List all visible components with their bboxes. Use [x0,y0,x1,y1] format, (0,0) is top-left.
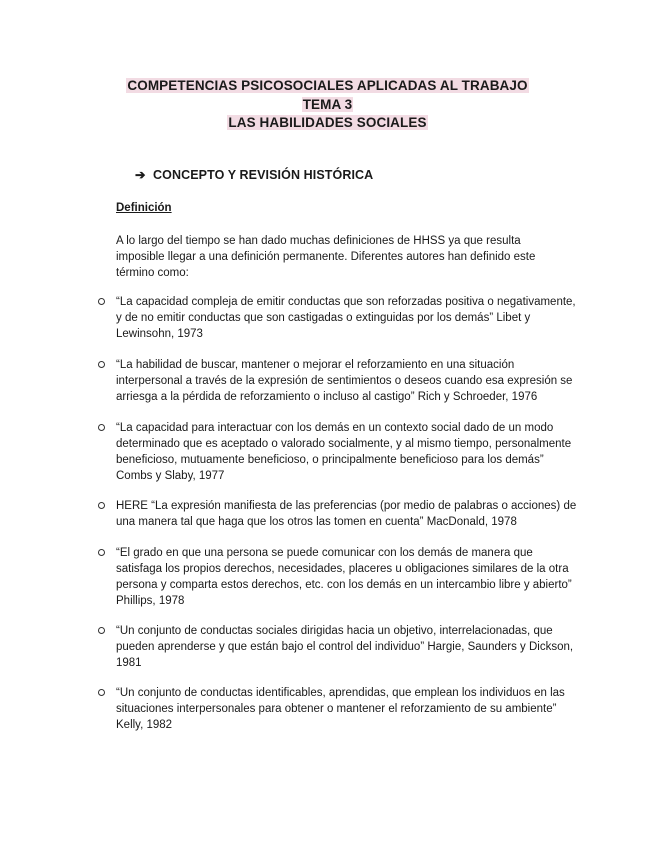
hollow-circle-bullet-icon [98,627,105,634]
hollow-circle-bullet-icon [98,298,105,305]
title-line-topic: LAS HABILIDADES SOCIALES [228,115,427,130]
intro-paragraph: A lo largo del tiempo se han dado muchas definiciones de HHSS ya que resulta imposible llegar a una definición permanente. Diferentes autores han definido este término como: [116,235,536,279]
hollow-circle-bullet-icon [98,502,105,509]
definition-text: “El grado en que una persona se puede comunicar con los demás de manera que satisfaga los propios derechos, necesidades, placeres u obligaciones similares de la otra persona y comparta estos derechos, etc. con los demás en un intercambio libre y abierto” Phillips, 1978 [116,547,572,607]
definition-subheading: Definición [116,202,172,214]
list-item [98,420,578,484]
title-line-unit: TEMA 3 [302,96,353,112]
list-item [98,545,578,609]
definition-text: “La habilidad de buscar, mantener o mejorar el reforzamiento en una situación interpersonal a través de la expresión de sentimientos o deseos cuando esa expresión se arriesga a la pérdida de reforzamiento o incluso al castigo” Rich y Schroeder, 1976 [116,359,573,403]
definition-text: HERE “La expresión manifiesta de las preferencias (por medio de palabras o acciones) de una manera tal que haga que los otros las tomen en cuenta” MacDonald, 1978 [116,500,577,528]
list-item [98,685,578,733]
definition-text: “Un conjunto de conductas identificables, aprendidas, que emplean los individuos en las situaciones interpersonales para obtener o mantener el reforzamiento de su ambiente” Kelly, 1982 [116,687,565,731]
hollow-circle-bullet-icon [98,424,105,431]
definition-text: “La capacidad para interactuar con los demás en un contexto social dado de un modo determinado que es aceptado o valorado socialmente, y al mismo tiempo, personalmente beneficioso, mutuamente beneficioso, o principalmente beneficioso para los demás” Combs y Slaby, 1977 [116,422,572,482]
definition-text: “Un conjunto de conductas sociales dirigidas hacia un objetivo, interrelacionadas, que pueden aprenderse y que están bajo el control del individuo” Hargie, Saunders y Dickson, 1981 [116,625,574,669]
section-heading-text: CONCEPTO Y REVISIÓN HISTÓRICA [153,168,374,182]
list-item [98,498,578,530]
list-item [98,357,578,405]
list-item [98,294,578,342]
hollow-circle-bullet-icon [98,549,105,556]
arrow-right-icon: ➔ [135,168,146,182]
hollow-circle-bullet-icon [98,689,105,696]
definition-text: “La capacidad compleja de emitir conductas que son reforzadas positiva o negativamente, y de no emitir conductas que son castigadas o extinguidas por los demás” Libet y Lewinsohn, 1973 [116,296,576,340]
title-line-course: COMPETENCIAS PSICOSOCIALES APLICADAS AL TRABAJO [127,78,528,93]
hollow-circle-bullet-icon [98,361,105,368]
list-item [98,623,578,671]
